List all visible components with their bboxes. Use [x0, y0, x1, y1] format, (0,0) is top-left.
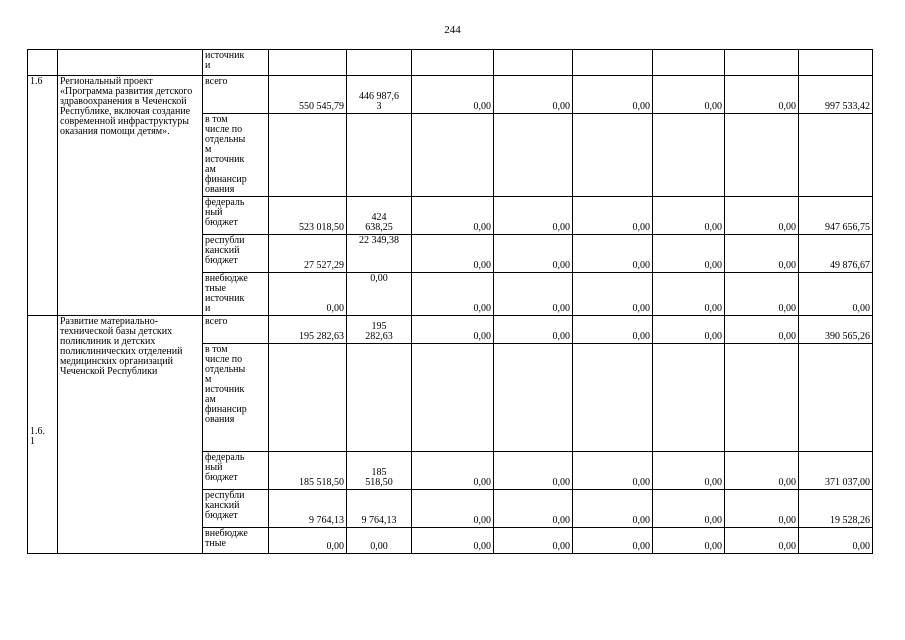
value-cell: 0,00: [573, 197, 653, 235]
value-cell: [573, 50, 653, 76]
value-cell: 27 527,29: [269, 235, 347, 273]
value-cell: 0,00: [412, 76, 494, 114]
funding-source-cell: федераль ный бюджет: [203, 197, 269, 235]
code-cell: [28, 50, 58, 76]
value-cell: [412, 114, 494, 197]
value-cell: 0,00: [494, 316, 573, 344]
value-cell: 0,00: [494, 197, 573, 235]
value-cell: [269, 114, 347, 197]
value-cell: 185 518,50: [269, 452, 347, 490]
funding-source-cell: федераль ный бюджет: [203, 452, 269, 490]
value-cell: 0,00: [412, 528, 494, 554]
table-row: [28, 76, 873, 114]
value-cell: 0,00: [653, 197, 725, 235]
value-cell: [269, 50, 347, 76]
value-cell: 0,00: [725, 490, 799, 528]
budget-table: [27, 49, 873, 554]
value-cell: 0,00: [725, 76, 799, 114]
value-cell: [573, 114, 653, 197]
value-cell: 0,00: [494, 235, 573, 273]
table-row: [28, 316, 873, 344]
funding-source-cell: всего: [203, 316, 269, 344]
value-cell: 0,00: [494, 273, 573, 316]
value-cell: 371 037,00: [799, 452, 873, 490]
value-cell: 0,00: [573, 235, 653, 273]
value-cell: 0,00: [653, 316, 725, 344]
value-cell: 0,00: [725, 197, 799, 235]
value-cell: [725, 50, 799, 76]
value-cell: [347, 114, 412, 197]
funding-source-cell: республи канский бюджет: [203, 235, 269, 273]
subsection-name: Развитие материально-технической базы детских поликлиник и детских поликлинических отделений медицинских организаций Чеченской Республики: [58, 316, 203, 554]
value-cell: 0,00: [573, 528, 653, 554]
value-cell: [653, 50, 725, 76]
funding-source-cell: источник и: [203, 50, 269, 76]
value-cell: 0,00: [269, 273, 347, 316]
value-cell: 0,00: [494, 76, 573, 114]
value-cell: [347, 344, 412, 452]
value-cell: [494, 50, 573, 76]
value-cell: [799, 50, 873, 76]
value-cell: 0,00: [725, 452, 799, 490]
value-cell: 0,00: [573, 76, 653, 114]
value-cell: 0,00: [799, 273, 873, 316]
value-cell: 0,00: [269, 528, 347, 554]
value-cell: 0,00: [573, 490, 653, 528]
value-cell: 0,00: [412, 197, 494, 235]
value-cell: 0,00: [725, 273, 799, 316]
value-cell: 195 282,63: [269, 316, 347, 344]
value-cell: 0,00: [653, 490, 725, 528]
value-cell: 0,00: [573, 316, 653, 344]
section-name: Региональный проект «Программа развития детского здравоохранения в Чеченской Республике, включая создание современной инфраструктуры оказания помощи детям».: [58, 76, 203, 316]
value-cell: 0,00: [653, 452, 725, 490]
value-cell: 0,00: [347, 528, 412, 554]
value-cell: 0,00: [494, 452, 573, 490]
value-cell: 997 533,42: [799, 76, 873, 114]
value-cell: 185 518,50: [347, 452, 412, 490]
value-cell: [725, 344, 799, 452]
value-cell: 0,00: [573, 273, 653, 316]
value-cell: [799, 344, 873, 452]
value-cell: 0,00: [412, 273, 494, 316]
value-cell: [653, 114, 725, 197]
funding-source-cell: внебюдже тные: [203, 528, 269, 554]
value-cell: [653, 344, 725, 452]
value-cell: [725, 114, 799, 197]
page-number: 244: [444, 24, 461, 36]
value-cell: 0,00: [573, 452, 653, 490]
value-cell: [573, 344, 653, 452]
value-cell: [494, 114, 573, 197]
value-cell: 0,00: [653, 235, 725, 273]
value-cell: [269, 344, 347, 452]
funding-source-cell: в том числе по отдельны м источник ам финансир ования: [203, 344, 269, 452]
value-cell: [494, 344, 573, 452]
value-cell: 9 764,13: [269, 490, 347, 528]
value-cell: 0,00: [494, 528, 573, 554]
subsection-code: 1.6. 1: [28, 316, 58, 554]
value-cell: 0,00: [653, 76, 725, 114]
value-cell: 390 565,26: [799, 316, 873, 344]
value-cell: 0,00: [653, 528, 725, 554]
value-cell: 0,00: [412, 316, 494, 344]
value-cell: 550 545,79: [269, 76, 347, 114]
section-code: 1.6: [28, 76, 58, 316]
value-cell: 0,00: [347, 273, 412, 316]
funding-source-cell: внебюдже тные источник и: [203, 273, 269, 316]
value-cell: 0,00: [725, 316, 799, 344]
funding-source-cell: республи канский бюджет: [203, 490, 269, 528]
funding-source-cell: в том числе по отдельны м источник ам финансир ования: [203, 114, 269, 197]
value-cell: 0,00: [653, 273, 725, 316]
value-cell: 0,00: [494, 490, 573, 528]
table-row: [28, 50, 873, 76]
value-cell: [412, 344, 494, 452]
value-cell: [412, 50, 494, 76]
value-cell: 195 282,63: [347, 316, 412, 344]
value-cell: 947 656,75: [799, 197, 873, 235]
value-cell: 0,00: [725, 528, 799, 554]
value-cell: 0,00: [412, 452, 494, 490]
value-cell: 523 018,50: [269, 197, 347, 235]
value-cell: 0,00: [799, 528, 873, 554]
value-cell: 446 987,6 3: [347, 76, 412, 114]
value-cell: 9 764,13: [347, 490, 412, 528]
value-cell: 22 349,38: [347, 235, 412, 273]
value-cell: [799, 114, 873, 197]
value-cell: 424 638,25: [347, 197, 412, 235]
value-cell: 19 528,26: [799, 490, 873, 528]
value-cell: 0,00: [725, 235, 799, 273]
value-cell: [347, 50, 412, 76]
value-cell: 49 876,67: [799, 235, 873, 273]
value-cell: 0,00: [412, 235, 494, 273]
name-cell: [58, 50, 203, 76]
value-cell: 0,00: [412, 490, 494, 528]
funding-source-cell: всего: [203, 76, 269, 114]
